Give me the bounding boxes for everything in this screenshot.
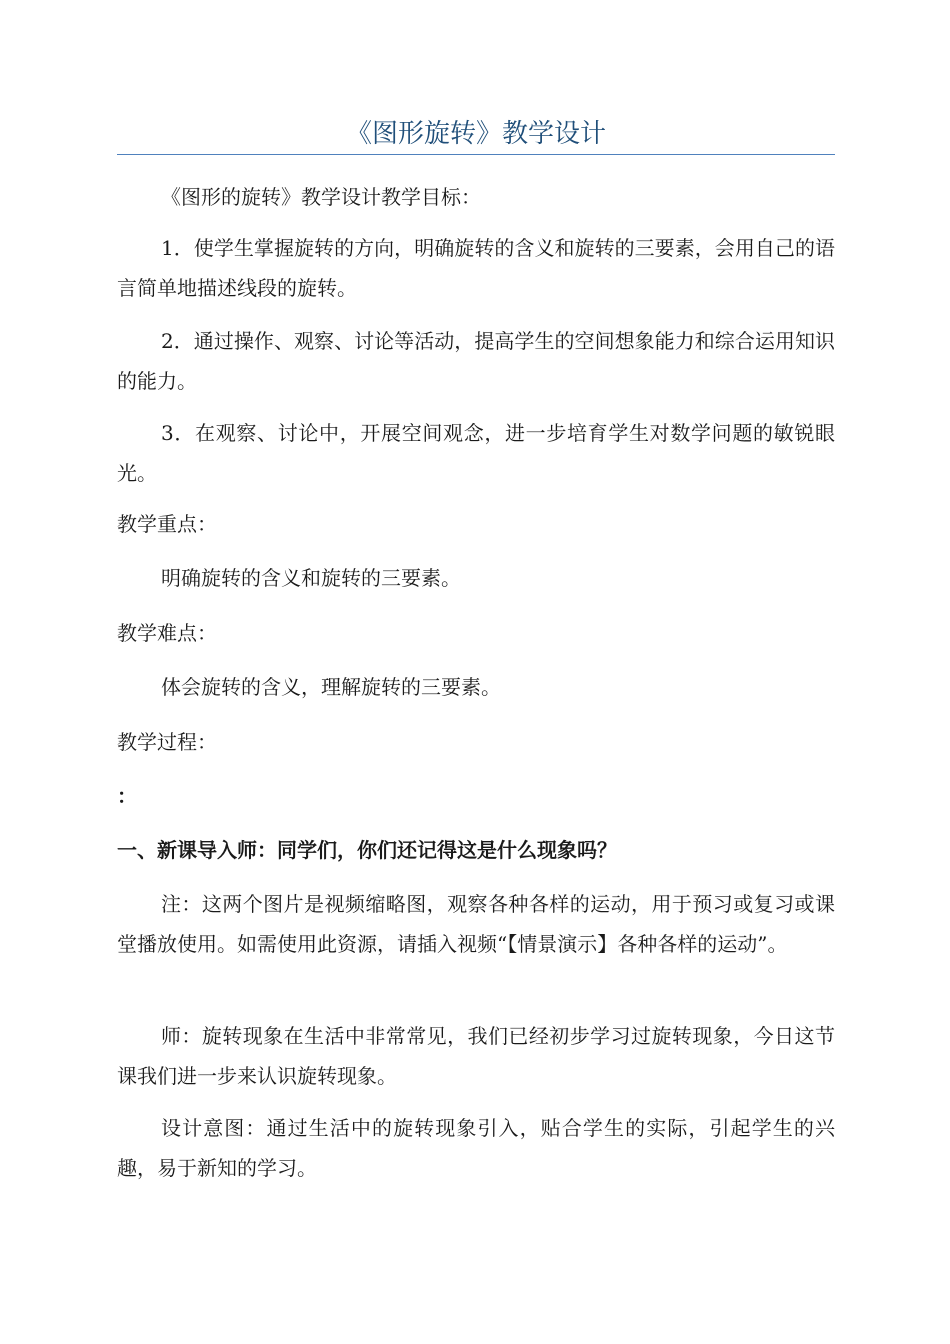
paragraph-key-points: 明确旋转的含义和旋转的三要素。: [161, 566, 461, 590]
heading-key-points: 教学重点：: [117, 512, 217, 536]
title-underline: [117, 154, 835, 155]
document-title: 《图形旋转》教学设计: [345, 119, 606, 149]
paragraph-design-intent: 设计意图：通过生活中的旋转现象引入，贴合学生的实际，引起学生的兴趣，易于新知的学习。: [117, 1116, 835, 1180]
section-heading-intro: 一、新课导入师：同学们，你们还记得这是什么现象吗？: [117, 838, 617, 862]
heading-difficulties: 教学难点：: [117, 621, 217, 645]
paragraph-objective-2: 2．通过操作、观察、讨论等活动，提高学生的空间想象能力和综合运用知识的能力。: [117, 329, 835, 393]
paragraph-colon: ：: [117, 784, 137, 808]
paragraph-objectives-heading: 《图形的旋转》教学设计教学目标：: [161, 185, 481, 209]
paragraph-objective-1: 1．使学生掌握旋转的方向，明确旋转的含义和旋转的三要素，会用自己的语言简单地描述线段的旋转。: [117, 236, 835, 300]
paragraph-note: 注：这两个图片是视频缩略图，观察各种各样的运动，用于预习或复习或课堂播放使用。如需使用此资源，请插入视频“【情景演示】各种各样的运动”。: [117, 892, 835, 956]
paragraph-difficulties: 体会旋转的含义，理解旋转的三要素。: [161, 675, 501, 699]
paragraph-teacher: 师：旋转现象在生活中非常常见，我们已经初步学习过旋转现象，今日这节课我们进一步来认识旋转现象。: [117, 1024, 835, 1088]
paragraph-objective-3: 3．在观察、讨论中，开展空间观念，进一步培育学生对数学问题的敏锐眼光。: [117, 421, 835, 485]
heading-process: 教学过程：: [117, 730, 217, 754]
